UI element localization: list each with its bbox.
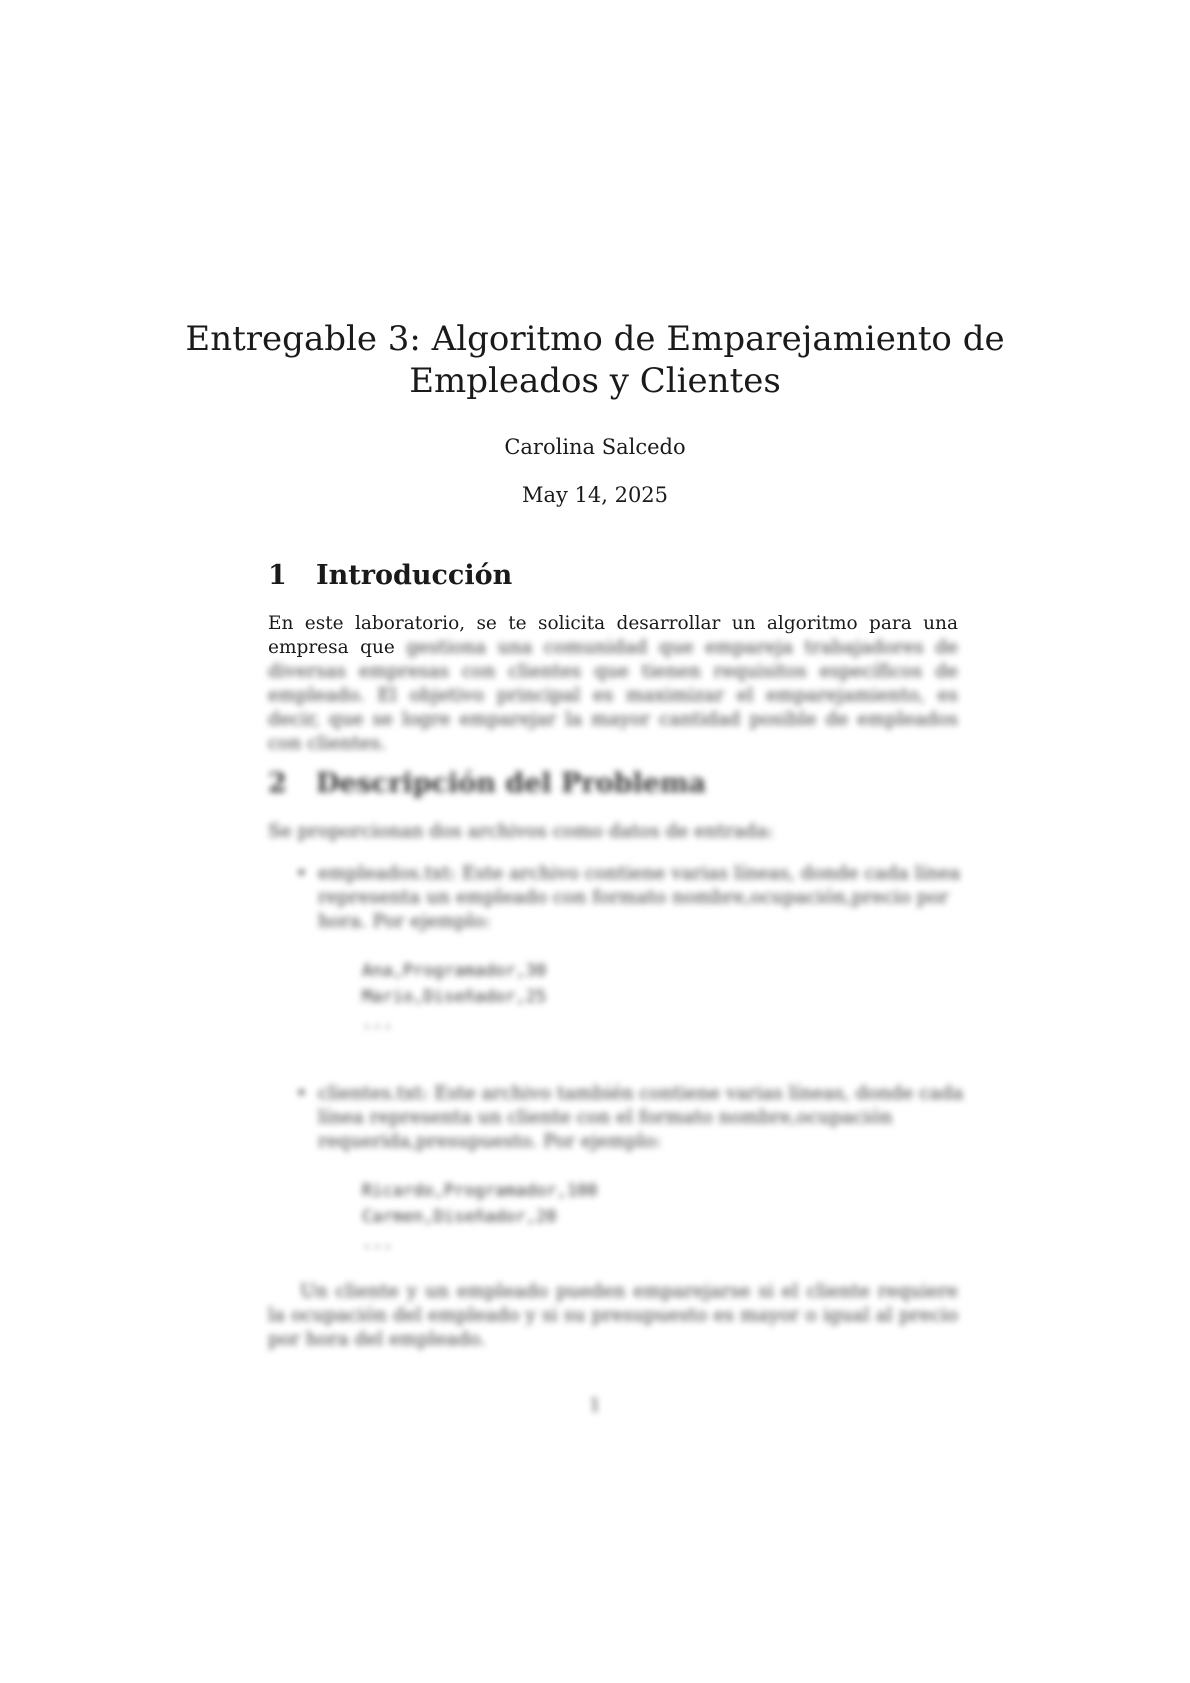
introduction-paragraph [268,612,958,756]
bullet-mark: • [296,1083,307,1104]
code-line: Ana,Programador,30 [362,961,547,981]
code-example [362,1178,996,1256]
code-ellipsis: ... [362,1013,393,1033]
code-line: Mario,Diseñador,25 [362,987,547,1007]
code-line: Carmen,Diseñador,20 [362,1207,557,1227]
list-item [296,862,996,1036]
list-item-text: clientes.txt: Este archivo también contiene varias líneas, donde cada línea representa un cliente con el formato nombre,ocupación requerida,presupuesto. Por ejemplo: [318,1083,964,1152]
bullet-mark: • [296,863,307,884]
title-line-1: Entregable 3: Algoritmo de Emparejamiento de [185,319,1005,359]
list-item [296,1082,996,1256]
code-line: Ricardo,Programador,100 [362,1181,598,1201]
document-date: May 14, 2025 [521,483,669,507]
title-line-2: Empleados y Clientes [409,361,781,401]
problem-intro: Se proporcionan dos archivos como datos de entrada: [268,821,774,842]
section-title: Descripción del Problema [316,768,706,799]
list-item-text: empleados.txt: Este archivo contiene varias líneas, donde cada línea representa un empleado con formato nombre,ocupación,precio por hora. Por ejemplo: [318,863,961,932]
introduction-first-line: En este laboratorio, se te solicita desarrollar un algoritmo para una empresa que [268,613,958,658]
author-name: Carolina Salcedo [504,435,686,459]
section-number: 1 [268,560,287,591]
section-heading-introduccion [268,560,512,591]
document-title [0,318,1190,402]
introduction-rest: gestiona una comunidad que empareja trabajadores de diversas empresas con clientes que tienen requisitos específicos de empleado. El objetivo principal es maximizar el emparejamiento, es decir, que se logre emparejar la mayor cantidad posible de empleados con clientes. [268,637,958,754]
section-heading-descripcion [268,768,706,799]
input-files-list [296,862,996,1256]
matching-rule-paragraph: Un cliente y un empleado pueden emparejarse si el cliente requiere la ocupación del empleado y si su presupuesto es mayor o igual al precio por hora del empleado. [268,1281,958,1350]
section-title: Introducción [316,560,513,591]
page-number: 1 [589,1395,601,1416]
code-ellipsis: ... [362,1233,393,1253]
code-example [362,958,996,1036]
section-number: 2 [268,768,287,799]
